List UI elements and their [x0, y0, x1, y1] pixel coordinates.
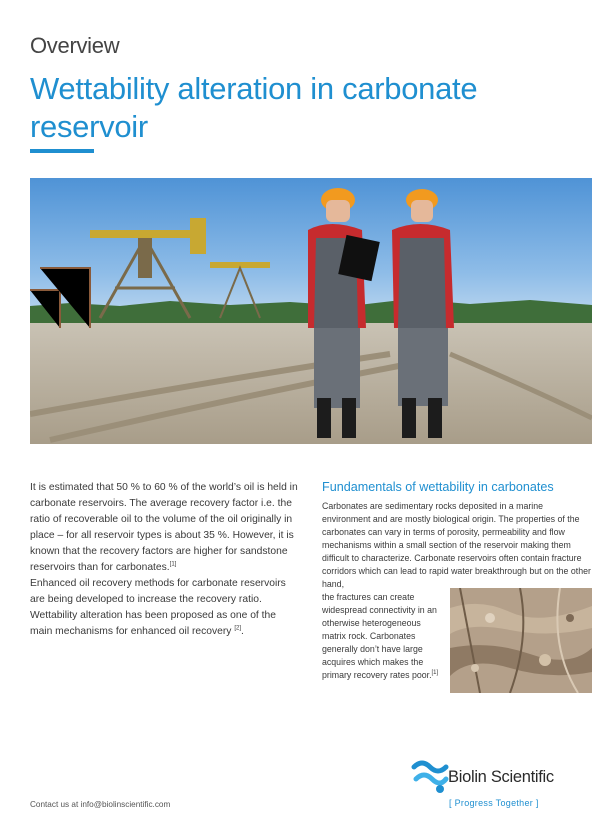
- brand-tagline: [ Progress Together ]: [449, 798, 539, 808]
- fundamentals-title: Fundamentals of wettability in carbonates: [322, 480, 554, 494]
- page-title: Wettability alteration in carbonate reservoir: [30, 71, 478, 144]
- hero-photo: [30, 178, 592, 444]
- biolin-logo-icon: [410, 757, 450, 797]
- intro-column: [30, 480, 298, 640]
- title-accent-rule: [30, 149, 94, 153]
- footer-contact[interactable]: Contact us at info@biolinscientific.com: [30, 800, 171, 809]
- overview-label: Overview: [30, 33, 120, 58]
- brand-name: Biolin Scientific: [448, 768, 554, 786]
- intro-paragraph-2: Enhanced oil recovery methods for carbonate reservoirs are being developed to increase the recovery ratio. Wettability alteration has been proposed as one of the main mechanisms for enhanced oil recovery [2].: [30, 578, 286, 637]
- fundamentals-text: Carbonates are sedimentary rocks deposited in a marine environment and are mostly biological origin. The properties of the carbonates can vary in terms of porosity, permeability and flow mechanisms within a small section of the reservoir making them difficult to characterize. Carbonate reservoirs often contain fracture corridors which can lead to rapid water breakthrough but on the other hand,: [322, 501, 591, 589]
- intro-paragraph-1: It is estimated that 50 % to 60 % of the world’s oil is held in carbonate reservoirs. The average recovery factor i.e. the ratio of recoverable oil to the volume of the oil originally in place – for all reservoir types is about 35 %. However, it is known that the recovery factors are higher for sandstone reservoirs than for carbonates.[1]: [30, 482, 298, 573]
- fundamentals-text-narrow: the fractures can create widespread connectivity in an otherwise heterogeneous matrix rock. Carbonates generally don’t have large acquires which makes the primary recovery rates poor.[1]: [322, 592, 439, 680]
- rock-photo: [450, 588, 592, 693]
